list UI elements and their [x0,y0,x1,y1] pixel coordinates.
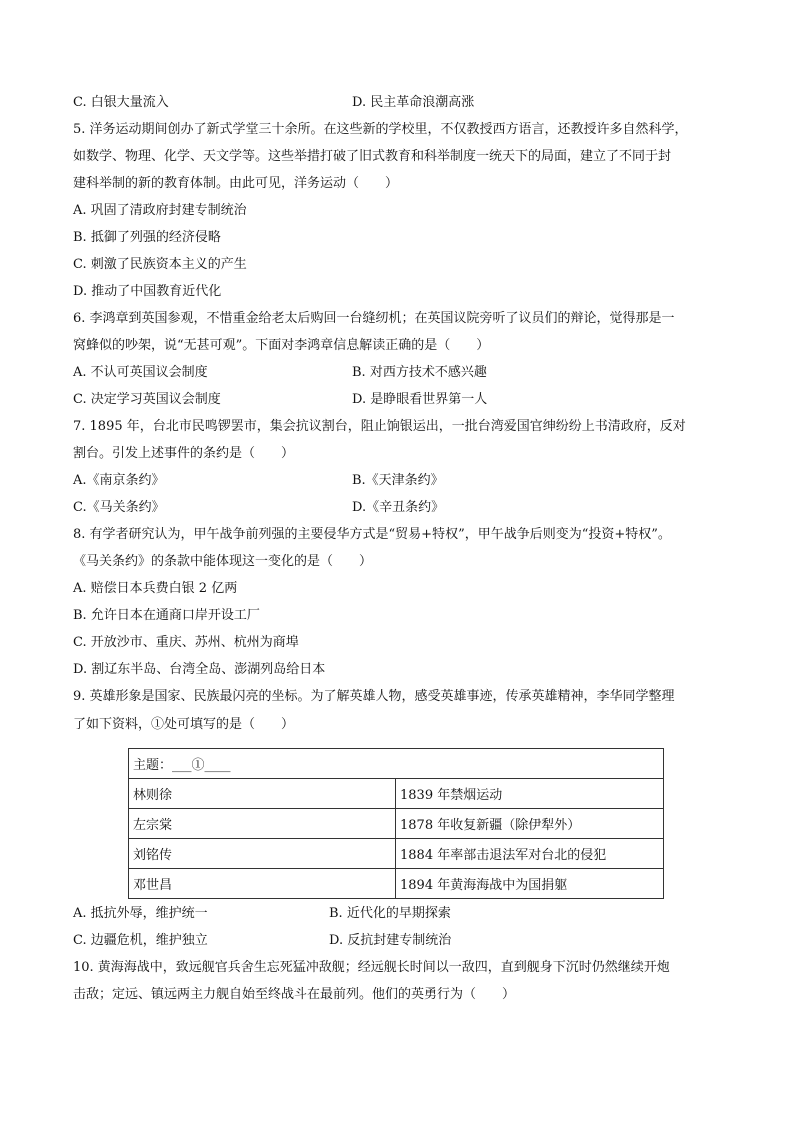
q5-option-a: A. 巩固了清政府封建专制统治 [73,203,247,218]
q8-option-a: A. 赔偿日本兵费白银 2 亿两 [73,581,238,596]
table-row [129,749,664,779]
table-row [129,839,664,869]
q10-stem-line-1: 10. 黄海海战中，致远舰官兵舍生忘死猛冲敌舰；经远舰长时间以一敌四，直到舰身下沉时仍然继续开炮 [73,960,670,975]
q5-stem-line-1: 5. 洋务运动期间创办了新式学堂三十余所。在这些新的学校里，不仅教授西方语言，还教授许多自然科学， [73,122,688,137]
q9-option-a: A. 抵抗外辱，维护统一 [73,906,208,921]
table-cell-event: 1894 年黄海海战中为国捐躯 [396,869,664,899]
table-row [129,809,664,839]
q7-option-c: C.《马关条约》 [73,500,165,515]
q6-stem-line-2: 窝蜂似的吵架，说“无甚可观”。下面对李鸿章信息解读正确的是（ ） [73,338,490,353]
table-cell-name: 邓世昌 [129,869,396,899]
q9-stem-line-1: 9. 英雄形象是国家、民族最闪亮的坐标。为了解英雄人物，感受英雄事迹，传承英雄精神，李华同学整理 [73,689,675,704]
q8-option-c: C. 开放沙市、重庆、苏州、杭州为商埠 [73,635,299,650]
q8-stem-line-2: 《马关条约》的条款中能体现这一变化的是（ ） [73,554,373,569]
q7-stem-line-1: 7. 1895 年，台北市民鸣锣罢市，集会抗议割台，阻止饷银运出，一批台湾爱国官绅纷纷上书清政府，反对 [73,419,686,434]
q9-option-c: C. 边疆危机，维护独立 [73,933,208,948]
table-theme-cell: 主题：___①____ [129,749,664,779]
q5-stem-line-3: 建科举制的新的教育体制。由此可见，洋务运动（ ） [73,176,399,191]
q6-option-d: D. 是睁眼看世界第一人 [352,392,488,407]
q9-stem-line-2: 了如下资料，①处可填写的是（ ） [73,717,295,732]
table-cell-event: 1884 年率部击退法军对台北的侵犯 [396,839,664,869]
table-cell-name: 林则徐 [129,779,396,809]
q7-stem-line-2: 割台。引发上述事件的条约是（ ） [73,446,295,461]
q5-option-b: B. 抵御了列强的经济侵略 [73,230,221,245]
hero-info-table [128,748,664,899]
q8-option-d: D. 割辽东半岛、台湾全岛、澎湖列岛给日本 [73,662,326,677]
q7-option-a: A.《南京条约》 [73,473,165,488]
q6-option-a: A. 不认可英国议会制度 [73,365,208,380]
table-row [129,869,664,899]
q9-option-d: D. 反抗封建专制统治 [329,933,452,948]
q4-option-c: C. 白银大量流入 [73,95,169,110]
table-cell-event: 1878 年收复新疆（除伊犁外） [396,809,664,839]
q5-option-d: D. 推动了中国教育近代化 [73,284,222,299]
q5-stem-line-2: 如数学、物理、化学、天文学等。这些举措打破了旧式教育和科举制度一统天下的局面，建立了不同于封 [73,149,672,164]
q10-stem-line-2: 击敌；定远、镇远两主力舰自始至终战斗在最前列。他们的英勇行为（ ） [73,987,516,1002]
table-cell-name: 刘铭传 [129,839,396,869]
q8-stem-line-1: 8. 有学者研究认为，甲午战争前列强的主要侵华方式是“贸易+特权”，甲午战争后则变为“投资+特权”。 [73,527,671,542]
table-row [129,779,664,809]
q5-option-c: C. 刺激了民族资本主义的产生 [73,257,247,272]
q7-option-d: D.《辛丑条约》 [352,500,445,515]
q6-stem-line-1: 6. 李鸿章到英国参观，不惜重金给老太后购回一台缝纫机；在英国议院旁听了议员们的辩论，觉得那是一 [73,311,675,326]
table-cell-event: 1839 年禁烟运动 [396,779,664,809]
table-cell-name: 左宗棠 [129,809,396,839]
q4-option-d: D. 民主革命浪潮高涨 [352,95,475,110]
q6-option-c: C. 决定学习英国议会制度 [73,392,221,407]
q7-option-b: B.《天津条约》 [352,473,444,488]
q8-option-b: B. 允许日本在通商口岸开设工厂 [73,608,260,623]
q6-option-b: B. 对西方技术不感兴趣 [352,365,487,380]
q9-option-b: B. 近代化的早期探索 [329,906,451,921]
